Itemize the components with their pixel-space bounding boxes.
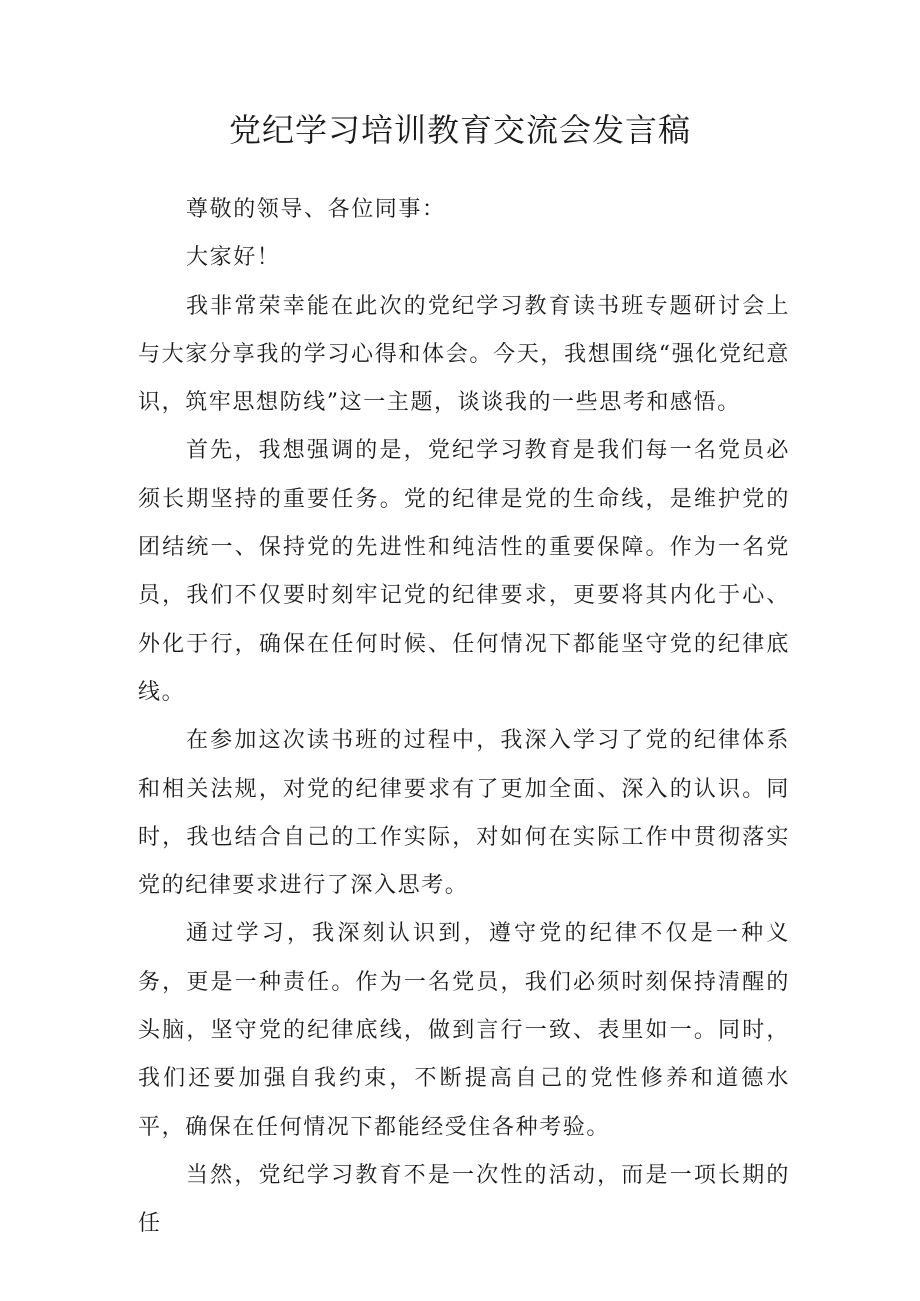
salutation: 尊敬的领导、各位同事： bbox=[186, 197, 446, 222]
paragraph: 我非常荣幸能在此次的党纪学习教育读书班专题研讨会上与大家分享我的学习心得和体会。今天，我想围绕“强化党纪意识，筑牢思想防线”这一主题，谈谈我的一些思考和感悟。 bbox=[138, 293, 790, 416]
paragraph: 首先，我想强调的是，党纪学习教育是我们每一名党员必须长期坚持的重要任务。党的纪律是党的生命线，是维护党的团结统一、保持党的先进性和纯洁性的重要保障。作为一名党员，我们不仅要时刻牢记党的纪律要求，更要将其内化于心、外化于行，确保在任何时候、任何情况下都能坚守党的纪律底线。 bbox=[138, 438, 790, 705]
document-body bbox=[138, 186, 790, 1249]
paragraph: 在参加这次读书班的过程中，我深入学习了党的纪律体系和相关法规，对党的纪律要求有了更加全面、深入的认识。同时，我也结合自己的工作实际，对如何在实际工作中贯彻落实党的纪律要求进行了深入思考。 bbox=[138, 728, 790, 899]
greeting: 大家好！ bbox=[186, 245, 281, 271]
paragraph: 通过学习，我深刻认识到，遵守党的纪律不仅是一种义务，更是一种责任。作为一名党员，我们必须时刻保持清醒的头脑，坚守党的纪律底线，做到言行一致、表里如一。同时，我们还要加强自我约束，不断提高自己的党性修养和道德水平，确保在任何情况下都能经受住各种考验。 bbox=[138, 921, 790, 1140]
paragraph: 当然，党纪学习教育不是一次性的活动，而是一项长期的任 bbox=[138, 1162, 790, 1237]
document-title: 党纪学习培训教育交流会发言稿 bbox=[228, 111, 691, 149]
